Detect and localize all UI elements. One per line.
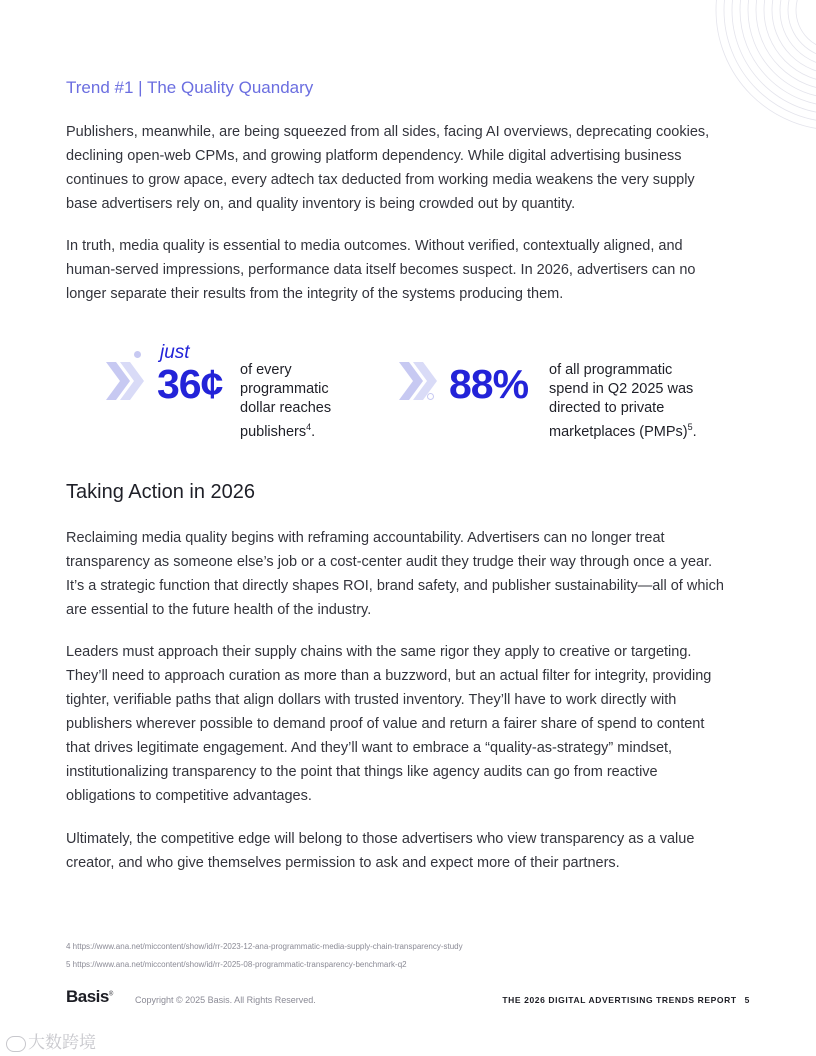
decorative-arcs xyxy=(686,0,816,140)
stat-prefix: just xyxy=(160,342,190,363)
section-heading: Taking Action in 2026 xyxy=(66,481,256,503)
stat-description: of every programmatic dollar reaches publishers$^4$. xyxy=(240,362,332,440)
paragraph: In truth, media quality is essential to media outcomes. Without verified, contextually aligned, and human-served impressions, performance data itself becomes suspect. In 2026, advertisers can no longer separate their results from the integrity of the systems producing them. xyxy=(66,238,696,302)
chevron-arrows-icon xyxy=(104,360,146,402)
footnote-ref[interactable]: 4 xyxy=(306,422,312,432)
watermark: 大数跨境 xyxy=(6,1028,96,1053)
stat-value: 88% xyxy=(449,361,529,407)
paragraph: Leaders must approach their supply chains with the same rigor they apply to creative or targeting. They’ll need to approach curation as more than a buzzword, but an actual filter for integrity, providing tighter, verifiable paths that align dollars with trusted inventory. They’ll have to work directly with publishers wherever possible to demand proof of value and return a fairer share of spend to content that drives legitimate engagement. And they’ll want to embrace a “quality-as-strategy” mindset, institutionalizing transparency to the point that things like agency audits can go from reactive obligations to competitive advantages. xyxy=(66,644,712,804)
paragraph: Reclaiming media quality begins with reframing accountability. Advertisers can no longer treat transparency as someone else’s job or a cost-center audit they trudge their way through once a year. It’s a strategic function that directly shapes ROI, brand safety, and publisher sustainability—all of which are essential to the future health of the industry. xyxy=(66,530,724,618)
basis-logo: Basis® xyxy=(66,987,113,1006)
footnote-link[interactable]: 5 https://www.ana.net/miccontent/show/id/rr-2025-08-programmatic-transparency-benchmark-q2 xyxy=(66,960,407,969)
accent-dot xyxy=(134,351,141,358)
paragraph: Ultimately, the competitive edge will belong to those advertisers who view transparency as a value creator, and who give themselves permission to ask and expect more of their partners. xyxy=(66,831,695,871)
accent-ring xyxy=(427,393,434,400)
watermark-logo-icon xyxy=(6,1036,26,1052)
copyright-text: Copyright © 2025 Basis. All Rights Reserved. xyxy=(135,995,316,1005)
page-number: 5 xyxy=(744,995,750,1005)
paragraph: Publishers, meanwhile, are being squeezed from all sides, facing AI overviews, deprecating cookies, declining open-web CPMs, and growing platform dependency. While digital advertising business continues to grow apace, every adtech tax deducted from working media weakens the very supply base advertisers rely on, and quality inventory is being crowded out by quantity. xyxy=(66,124,710,212)
footnote-link[interactable]: 4 https://www.ana.net/miccontent/show/id/rr-2023-12-ana-programmatic-media-supply-chain-transparency-study xyxy=(66,942,463,951)
stat-value: 36¢ xyxy=(157,361,223,407)
report-title: THE 2026 DIGITAL ADVERTISING TRENDS REPORT 5 xyxy=(502,995,750,1005)
footnote-ref[interactable]: 5 xyxy=(687,422,693,432)
section-label: Trend #1 | The Quality Quandary xyxy=(66,78,314,97)
stat-description: of all programmatic spend in Q2 2025 was directed to private marketplaces (PMPs)$^5$. xyxy=(549,362,697,440)
